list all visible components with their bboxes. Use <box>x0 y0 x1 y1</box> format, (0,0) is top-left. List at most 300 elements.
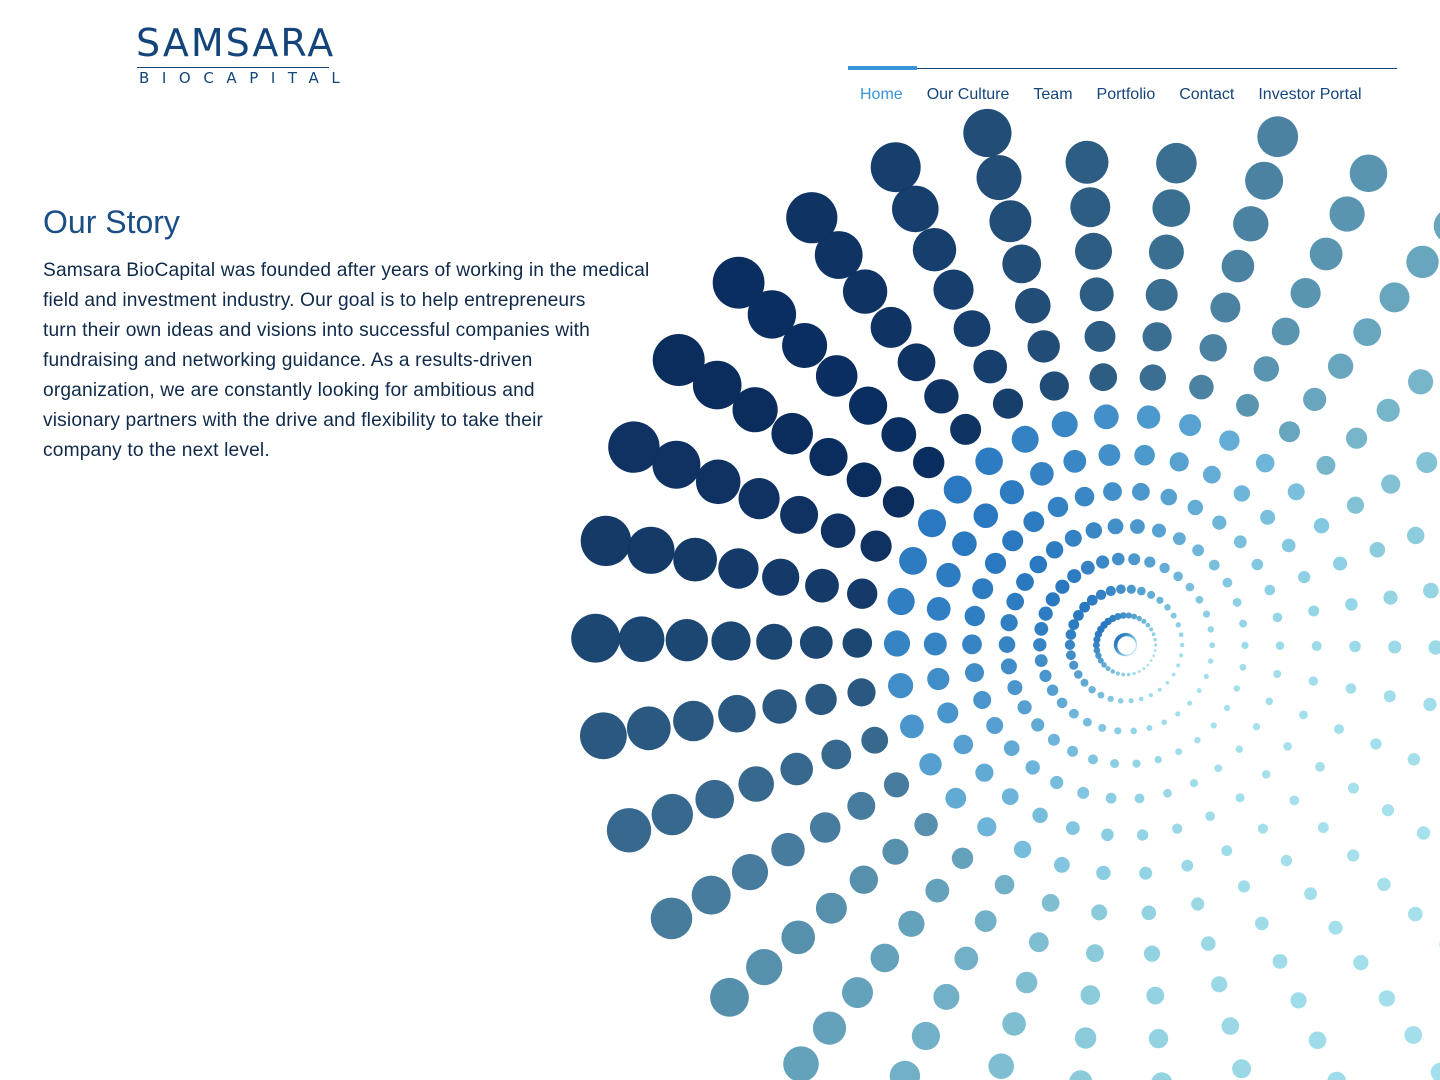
spiral-dot <box>1350 155 1388 193</box>
spiral-dot <box>843 628 873 658</box>
spiral-dot <box>1190 779 1198 787</box>
spiral-dot <box>1222 1017 1240 1035</box>
spiral-dot <box>1211 976 1227 992</box>
spiral-dot <box>1135 640 1137 642</box>
spiral-dot <box>847 462 882 497</box>
spiral-dot <box>1209 560 1220 571</box>
spiral-dot <box>1262 770 1271 779</box>
spiral-dot <box>1423 583 1439 599</box>
spiral-dot <box>1253 723 1260 730</box>
spiral-dot <box>1089 363 1117 391</box>
spiral-dot <box>1109 615 1116 622</box>
spiral-dot <box>1181 860 1193 872</box>
spiral-dot <box>1077 787 1089 799</box>
spiral-dot <box>718 695 756 733</box>
spiral-dot <box>1114 613 1121 620</box>
spiral-dot <box>1066 821 1080 835</box>
spiral-dot <box>1327 1072 1346 1080</box>
spiral-dot <box>780 496 818 534</box>
spiral-dot <box>1115 647 1118 650</box>
spiral-dot <box>1282 539 1296 553</box>
spiral-dot <box>871 142 921 192</box>
spiral-dot <box>1245 162 1283 200</box>
nav-item-investor-portal[interactable]: Investor Portal <box>1258 86 1362 103</box>
spiral-dot <box>974 503 999 528</box>
spiral-dot <box>1133 637 1135 639</box>
story-line: fundraising and networking guidance. As a results-driven <box>43 350 533 371</box>
spiral-dot <box>1290 992 1306 1008</box>
spiral-dot <box>888 673 913 698</box>
spiral-dot <box>950 414 981 445</box>
spiral-dot <box>1042 894 1060 912</box>
spiral-dot <box>1255 917 1269 931</box>
spiral-dot <box>786 192 837 243</box>
spiral-dot <box>1258 824 1268 834</box>
spiral-dot <box>842 977 873 1008</box>
spiral-dot <box>924 379 958 413</box>
spiral-dot <box>1212 516 1226 530</box>
spiral-dot <box>933 270 973 310</box>
spiral-dot <box>1236 394 1259 417</box>
spiral-dot <box>952 531 977 556</box>
spiral-dot <box>1416 452 1437 473</box>
spiral-dot <box>771 413 813 455</box>
spiral-dot <box>738 766 774 802</box>
spiral-dot <box>1111 669 1116 674</box>
spiral-dot <box>1105 618 1112 625</box>
spiral-dot <box>1075 1027 1096 1048</box>
spiral-dot <box>1150 659 1153 662</box>
spiral-dot <box>975 910 997 932</box>
spiral-dot <box>1035 654 1048 667</box>
spiral-dot <box>1315 762 1325 772</box>
spiral-dot <box>1308 606 1319 617</box>
spiral-dot <box>1431 1063 1440 1080</box>
spiral-dot <box>1101 662 1107 668</box>
spiral-dot <box>1151 1072 1172 1080</box>
spiral-dot <box>1016 573 1034 591</box>
spiral-dot <box>1046 541 1063 558</box>
spiral-dot <box>607 808 651 852</box>
spiral-dot <box>1106 586 1116 596</box>
spiral-dot <box>1114 727 1121 734</box>
spiral-dot <box>1260 510 1275 525</box>
spiral-dot <box>1172 824 1182 834</box>
spiral-dot <box>1146 987 1164 1005</box>
spiral-dot <box>1380 282 1410 312</box>
spiral-dot <box>1200 334 1227 361</box>
brand-divider <box>137 67 329 68</box>
spiral-dot <box>1133 651 1135 653</box>
spiral-dot <box>1170 452 1189 471</box>
spiral-dot <box>1012 426 1039 453</box>
spiral-dot <box>912 1022 940 1050</box>
spiral-dot <box>945 788 966 809</box>
spiral-dot <box>913 447 944 478</box>
spiral-dot <box>972 578 993 599</box>
spiral-dot <box>1381 475 1400 494</box>
spiral-dot <box>1030 556 1048 574</box>
spiral-dot <box>899 547 927 575</box>
spiral-dot <box>651 898 693 940</box>
spiral-dot <box>881 417 916 452</box>
spiral-dot <box>989 200 1031 242</box>
spiral-dot <box>1108 696 1114 702</box>
spiral-dot <box>1175 711 1180 716</box>
spiral-dot <box>1314 518 1329 533</box>
story-line: visionary partners with the drive and flexibility to take their <box>43 410 544 431</box>
spiral-dot <box>1149 1029 1168 1048</box>
spiral-dot <box>1039 607 1053 621</box>
spiral-dot <box>1007 680 1022 695</box>
spiral-dot <box>1176 663 1180 667</box>
spiral-dot <box>944 476 972 504</box>
spiral-dot <box>1240 664 1247 671</box>
spiral-dot <box>1236 793 1245 802</box>
spiral-dot <box>1014 841 1031 858</box>
spiral-dot <box>673 701 714 742</box>
spiral-dot <box>1117 651 1120 654</box>
spiral-dot <box>1067 746 1078 757</box>
spiral-dot <box>1238 880 1250 892</box>
spiral-dot <box>1110 759 1119 768</box>
spiral-dot <box>800 626 833 659</box>
spiral-dot <box>1309 676 1318 685</box>
spiral-dot <box>1039 670 1051 682</box>
nav-item-portfolio[interactable]: Portfolio <box>1096 86 1156 103</box>
spiral-dot <box>1118 652 1121 655</box>
spiral-dot <box>1388 641 1401 654</box>
spiral-dot <box>1203 466 1221 484</box>
nav-item-contact[interactable]: Contact <box>1179 86 1235 103</box>
spiral-dot <box>1222 250 1255 283</box>
spiral-dot <box>1173 572 1183 582</box>
spiral-dot <box>871 307 912 348</box>
spiral-dot <box>696 460 741 505</box>
spiral-dot <box>1132 653 1134 655</box>
spiral-dot <box>1155 756 1162 763</box>
spiral-dot <box>1030 462 1054 486</box>
spiral-dot <box>1141 619 1146 624</box>
spiral-dot <box>1241 642 1248 649</box>
spiral-dot <box>1026 760 1040 774</box>
spiral-dot <box>1114 641 1118 645</box>
spiral-dot <box>1194 737 1200 743</box>
spiral-dot <box>954 735 974 755</box>
spiral-dot <box>1136 644 1138 646</box>
spiral-dot <box>995 875 1015 895</box>
spiral-dot <box>1120 612 1127 619</box>
spiral-dot <box>1164 604 1171 611</box>
spiral-dot <box>781 921 815 955</box>
spiral-dot <box>1382 804 1394 816</box>
spiral-dot <box>1121 633 1125 637</box>
spiral-dot <box>1186 583 1195 592</box>
spiral-dot <box>927 668 949 690</box>
spiral-dot <box>1407 527 1424 544</box>
story-line: Samsara BioCapital was founded after years of working in the medical <box>43 260 650 281</box>
spiral-dot <box>1112 553 1125 566</box>
spiral-dot <box>1132 483 1150 501</box>
spiral-dot <box>1318 822 1329 833</box>
spiral-dot <box>1224 705 1230 711</box>
spiral-dot <box>1188 500 1203 515</box>
spiral-dot <box>1256 454 1275 473</box>
spiral-dot <box>973 691 991 709</box>
spiral-dot <box>1070 187 1110 227</box>
spiral-dot <box>1143 322 1172 351</box>
nav-items <box>848 85 1374 105</box>
spiral-dot <box>1214 764 1222 772</box>
spiral-dot <box>1152 524 1166 538</box>
spiral-dot <box>1139 867 1152 880</box>
spiral-dot <box>1127 673 1130 676</box>
spiral-dot <box>1100 621 1107 628</box>
spiral-dot <box>1130 654 1132 656</box>
spiral-dot <box>1142 906 1157 921</box>
spiral-dot <box>1052 411 1078 437</box>
spiral-dot <box>847 579 877 609</box>
spiral-dot <box>1135 648 1137 650</box>
spiral-dot <box>1379 990 1395 1006</box>
spiral-dot <box>933 984 959 1010</box>
spiral-dot <box>1130 519 1145 534</box>
spiral-dot <box>1408 369 1433 394</box>
spiral-dot <box>1272 318 1300 346</box>
nav-item-home[interactable]: Home <box>860 86 903 103</box>
spiral-dot <box>1345 598 1358 611</box>
spiral-dot <box>1079 602 1090 613</box>
spiral-dot <box>1106 793 1117 804</box>
spiral-dot <box>1057 698 1068 709</box>
spiral-dot <box>748 290 796 338</box>
spiral-dot <box>1002 530 1023 551</box>
spiral-dot <box>813 1012 846 1045</box>
nav-active-indicator <box>848 66 917 70</box>
spiral-dot <box>1187 701 1192 706</box>
spiral-dot <box>850 866 878 894</box>
spiral-dot <box>1106 666 1111 671</box>
spiral-dot <box>1434 209 1440 244</box>
main-nav <box>848 66 1397 106</box>
spiral-dot <box>1211 722 1217 728</box>
spiral-dot <box>816 355 858 397</box>
spiral-dot <box>1066 629 1077 640</box>
spiral-dot <box>1329 921 1343 935</box>
spiral-dot <box>619 616 665 662</box>
spiral-dot <box>1166 681 1170 685</box>
spiral-dot <box>771 833 804 866</box>
spiral-dot <box>1257 116 1298 157</box>
spiral-dot <box>1046 592 1060 606</box>
spiral-dot <box>1328 354 1353 379</box>
spiral-dot <box>1149 235 1184 270</box>
spiral-dot <box>925 879 949 903</box>
spiral-dot <box>1161 489 1178 506</box>
nav-item-our-culture[interactable]: Our Culture <box>926 86 1010 103</box>
spiral-dot <box>1299 711 1308 720</box>
spiral-dot <box>871 944 900 973</box>
spiral-dot <box>783 1046 819 1080</box>
spiral-dot <box>1153 638 1156 641</box>
spiral-dot <box>1147 591 1155 599</box>
spiral-dot <box>1135 646 1137 648</box>
spiral-dot <box>1126 655 1128 657</box>
spiral-dot <box>975 764 993 782</box>
spiral-dot <box>1055 580 1069 594</box>
spiral-dot <box>815 231 863 279</box>
spiral-dot <box>821 513 856 548</box>
spiral-dot <box>1094 647 1101 654</box>
spiral-dot <box>1208 626 1214 632</box>
spiral-dot <box>1179 414 1201 436</box>
spiral-dot <box>1279 421 1300 442</box>
spiral-dot <box>1040 371 1069 400</box>
spiral-dot <box>1377 878 1390 891</box>
spiral-dot <box>571 614 620 663</box>
spiral-dot <box>1016 972 1038 994</box>
spiral-dot <box>1310 238 1343 271</box>
spiral-dot <box>580 712 627 759</box>
spiral-dot <box>890 1061 920 1080</box>
spiral-dot <box>1179 653 1183 657</box>
spiral-dot <box>1239 620 1247 628</box>
spiral-dot <box>1283 742 1292 751</box>
spiral-dot <box>782 323 827 368</box>
spiral-dot <box>1163 789 1172 798</box>
spiral-dot <box>1000 480 1024 504</box>
brand-logo[interactable] <box>42 18 353 98</box>
spiral-dot <box>1135 642 1137 644</box>
spiral-dot <box>1384 690 1396 702</box>
spiral-dot <box>1033 638 1046 651</box>
spiral-dot <box>883 486 914 517</box>
spiral-dot <box>1236 746 1243 753</box>
spiral-dot <box>1172 673 1176 677</box>
spiral-dot <box>1137 829 1148 840</box>
spiral-dot <box>1204 674 1209 679</box>
brand-sub: BIOCAPITAL <box>139 69 353 87</box>
spiral-dot <box>1289 796 1299 806</box>
spiral-dot <box>1144 557 1155 568</box>
spiral-dot <box>1144 946 1160 962</box>
spiral-dot <box>993 389 1023 419</box>
spiral-dot <box>1048 497 1068 517</box>
spiral-dot <box>1192 544 1204 556</box>
spiral-dot <box>1146 623 1151 628</box>
spiral-dot <box>1069 661 1078 670</box>
spiral-dot <box>1004 740 1020 756</box>
spiral-dot <box>711 621 750 660</box>
spiral-dot <box>1098 724 1106 732</box>
spiral-dot <box>1116 636 1120 640</box>
spiral-dot <box>1197 688 1202 693</box>
spiral-dot <box>1234 685 1240 691</box>
spiral-dot <box>1179 632 1184 637</box>
spiral-dot <box>1066 141 1109 184</box>
spiral-dot <box>1210 293 1240 323</box>
spiral-dot <box>900 715 924 739</box>
spiral-dot <box>888 588 915 615</box>
spiral-dot <box>692 876 731 915</box>
spiral-dot <box>1137 616 1142 621</box>
spiral-dot <box>673 538 717 582</box>
spiral-dot <box>1273 954 1288 969</box>
spiral-dot <box>1032 808 1047 823</box>
spiral-dot <box>1134 650 1136 652</box>
spiral-dot <box>1252 559 1264 571</box>
nav-item-team[interactable]: Team <box>1033 86 1073 103</box>
spiral-dot <box>1408 907 1423 922</box>
spiral-dot <box>977 155 1022 200</box>
spiral-dot <box>1099 444 1121 466</box>
spiral-dot <box>1154 644 1157 647</box>
spiral-dot <box>847 792 875 820</box>
spiral-dot <box>973 350 1007 384</box>
spiral-dot <box>1080 277 1114 311</box>
spiral-dot <box>882 839 908 865</box>
spiral-dot <box>1123 633 1127 637</box>
spiral-dot <box>1370 542 1386 558</box>
spiral-dot <box>1171 613 1177 619</box>
spiral-dot <box>1303 388 1326 411</box>
spiral-dot <box>1031 718 1044 731</box>
spiral-dot <box>1125 633 1128 636</box>
spiral-dot <box>952 848 973 869</box>
spiral-dot <box>1159 563 1169 573</box>
spiral-dot <box>1154 649 1157 652</box>
brand-name: SAMSARA <box>136 21 336 65</box>
spiral-dot <box>1120 634 1124 638</box>
spiral-dots-icon <box>42 18 130 98</box>
spiral-dot <box>1304 887 1317 900</box>
spiral-dot <box>1288 483 1305 500</box>
spiral-dot <box>1429 640 1440 654</box>
spiral-dot <box>1083 718 1092 727</box>
story-line: turn their own ideas and visions into successful companies with <box>43 320 590 341</box>
spiral-dot <box>1118 635 1122 639</box>
spiral-dot <box>739 478 780 519</box>
spiral-dot <box>1015 288 1051 324</box>
spiral-dot <box>1404 1026 1422 1044</box>
spiral-dot <box>732 854 768 890</box>
spiral-dot <box>809 438 847 476</box>
spiral-dot <box>1281 855 1292 866</box>
spiral-dot <box>1135 794 1145 804</box>
spiral-dot <box>1034 622 1048 636</box>
spiral-dot <box>821 740 851 770</box>
spiral-dot <box>1139 697 1144 702</box>
spiral-dot <box>954 947 978 971</box>
spiral-dot <box>1377 399 1400 422</box>
spiral-dot <box>1096 555 1109 568</box>
spiral-dot <box>1254 356 1279 381</box>
spiral-dot <box>1334 724 1344 734</box>
spiral-dot <box>1146 725 1152 731</box>
spiral-dot <box>1096 590 1106 600</box>
spiral-dot <box>1129 634 1132 637</box>
spiral-dot <box>1406 246 1438 278</box>
spiral-dot <box>1203 611 1210 618</box>
spiral-dot <box>913 228 956 271</box>
spiral-dot <box>937 702 958 723</box>
spiral-dot <box>1180 643 1184 647</box>
spiral-dot <box>1161 720 1167 726</box>
spiral-dot <box>892 186 939 233</box>
spiral-dot <box>1156 597 1163 604</box>
spiral-dot <box>1423 698 1436 711</box>
spiral-dot <box>581 516 631 566</box>
